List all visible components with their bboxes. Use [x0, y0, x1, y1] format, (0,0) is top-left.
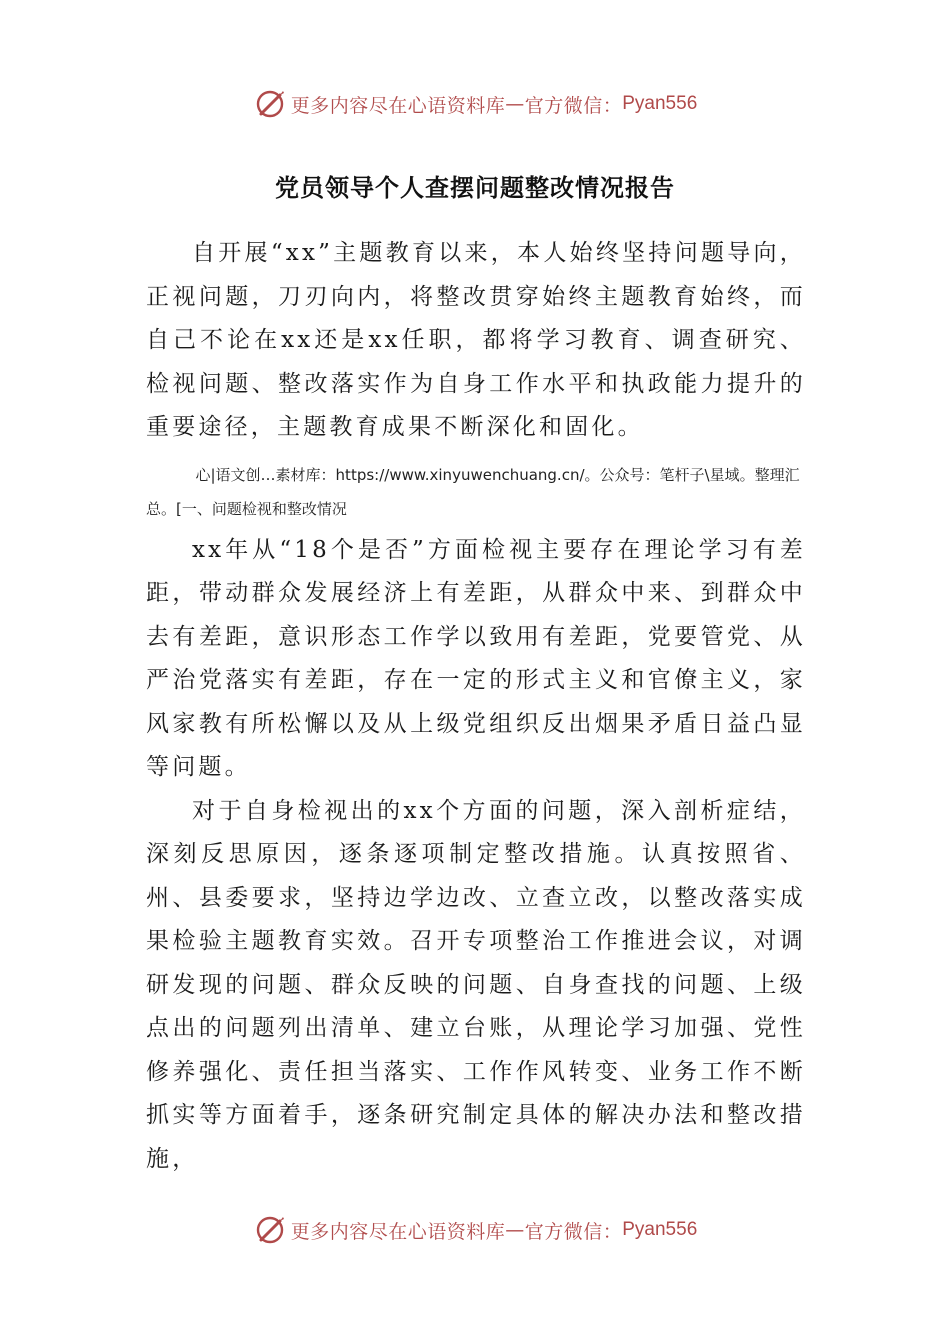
footer-wechat-label: 官方微信：: [524, 1220, 623, 1243]
header-wechat-label: 官方微信：: [524, 94, 623, 117]
paragraph-intro: 自开展“xx”主题教育以来，本人始终坚持问题导向，正视问题，刀刃向内，将整改贯穿始终主题教育始终，而自己不论在xx还是xx任职，都将学习教育、调查研究、检视问题、整改落实作为自身工作水平和执政能力提升的重要途径，主题教育成果不断深化和固化。: [146, 240, 806, 440]
header-dash: —: [505, 93, 525, 115]
pen-logo-icon: [253, 1213, 287, 1247]
paragraph-issues: xx年从“18个是否”方面检视主要存在理论学习有差距，带动群众发展经济上有差距，从群众中来、到群众中去有差距，意识形态工作学以致用有差距，党要管党、从严治党落实有差距，存在一定的形式主义和官僚主义，家风家教有所松懈以及从上级党组织反出烟果矛盾日益凸显等问题。: [146, 536, 806, 780]
document-body: [146, 232, 806, 1181]
source-note: 心|语文创…素材库：https://www.xinyuwenchuang.cn/。公众号：笔杆子\星域。整理汇总。[一、问题检视和整改情况: [146, 465, 800, 518]
header-brand-text: 更多内容尽在心语资料库: [290, 94, 506, 117]
document-title: 党员领导个人查摆问题整改情况报告: [275, 173, 675, 202]
footer-wechat-id: Pyan556: [622, 1219, 698, 1240]
header-wechat-id: Pyan556: [622, 93, 698, 114]
header-banner: [0, 84, 950, 124]
footer-dash: —: [505, 1219, 525, 1241]
footer-banner: [0, 1210, 950, 1250]
pen-logo-icon: [253, 87, 287, 121]
paragraph-rectification: 对于自身检视出的xx个方面的问题，深入剖析症结，深刻反思原因，逐条逐项制定整改措施。认真按照省、州、县委要求，坚持边学边改、立查立改，以整改落实成果检验主题教育实效。召开专项整治工作推进会议，对调研发现的问题、群众反映的问题、自身查找的问题、上级点出的问题列出清单、建立台账，从理论学习加强、党性修养强化、责任担当落实、工作作风转变、业务工作不断抓实等方面着手，逐条研究制定具体的解决办法和整改措施，: [146, 797, 806, 1172]
footer-brand-text: 更多内容尽在心语资料库: [290, 1220, 506, 1243]
